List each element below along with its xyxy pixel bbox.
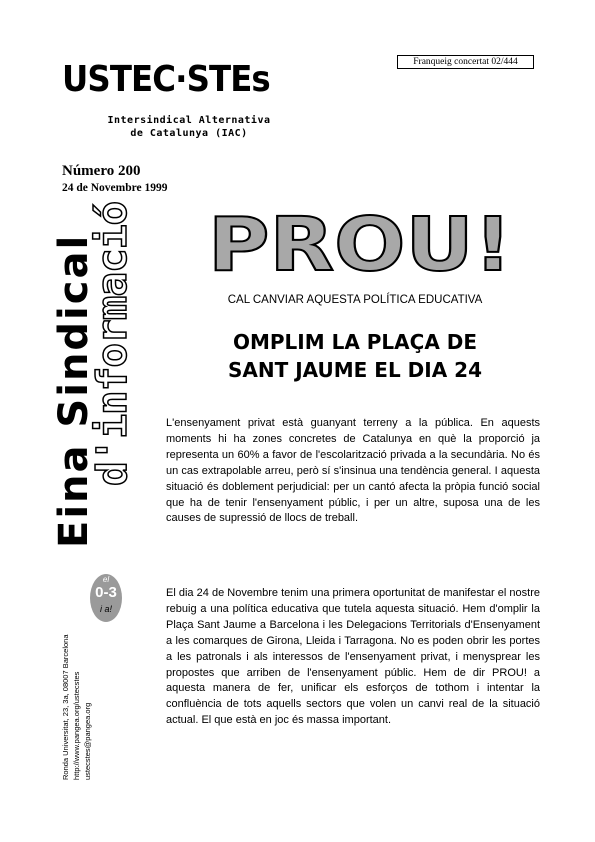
issue-number: Número 200	[62, 163, 141, 179]
masthead-subtitle-line1: Intersindical Alternativa	[107, 115, 271, 126]
masthead-logo: USTEC·STEs	[62, 59, 270, 100]
article-paragraph-1: L'ensenyament privat està guanyant terreny a la pública. En aquests moments hi ha zones concretes de Catalunya en què la proporció ja representa un 60% a favor de l'escolarització privada a la secundària. No és un cas extrapolable arreu, però sí s'insinua una tendència general. I aquesta situació és doblement perjudicial: per un cantó afecta la pròpia funció social que ha de tenir l'ensenyament públic, i per un altre, suposa una de les causes de supressió de llocs de treball.	[166, 417, 540, 525]
article-subhead: CAL CANVIAR AQUESTA POLÍTICA EDUCATIVA	[227, 294, 483, 306]
badge-main-text: 0-3	[95, 584, 117, 601]
side-title-informacio: d'informació	[88, 201, 136, 486]
franqueig-box: Franqueig concertat 02/444	[397, 55, 534, 69]
website-link[interactable]: http://www.pangea.org/ustecstes	[72, 671, 81, 780]
masthead-subtitle	[64, 114, 314, 140]
email-link[interactable]: ustecstes@pangea.org	[83, 702, 92, 780]
badge-bottom-text: i a!	[99, 604, 112, 614]
article-headline	[160, 328, 550, 384]
prou-kicker-art	[206, 208, 516, 278]
issue-date: 24 de Novembre 1999	[62, 182, 168, 194]
prou-text: PROU!	[208, 208, 512, 278]
side-title-eina: Eina Sindical	[51, 233, 97, 548]
article-paragraph-2: El dia 24 de Novembre tenim una primera oportunitat de manifestar el nostre rebuig a una política educativa que tutela aquesta situació. Hem d'omplir la Plaça Sant Jaume a Barcelona i les Delegacions Territorials d'Ensenyament a les comarques de Girona, Lleida i Tarragona. No es poden obrir les portes a les patronals i als interessos de l'ensenyament privat, i menysprear les propostes que arriben de l'ensenyament públic. Hem de dir PROU! a aquesta manera de fer, unificar els esforços de tothom i intentar la confluència de tots aquells sectors que volen un canvi real de la situació actual. El que està en joc és massa important.	[166, 587, 540, 727]
address-line: Ronda Universitat, 23, 3a, 08007 Barcelona	[61, 634, 70, 780]
masthead-subtitle-line2: de Catalunya (IAC)	[130, 128, 248, 139]
headline-line1: OMPLIM LA PLAÇA DE	[232, 330, 478, 354]
prou-kicker	[206, 208, 516, 278]
age-badge	[90, 574, 122, 622]
badge-top-text: el	[102, 575, 110, 584]
headline-line2: SANT JAUME EL DIA 24	[228, 358, 482, 382]
